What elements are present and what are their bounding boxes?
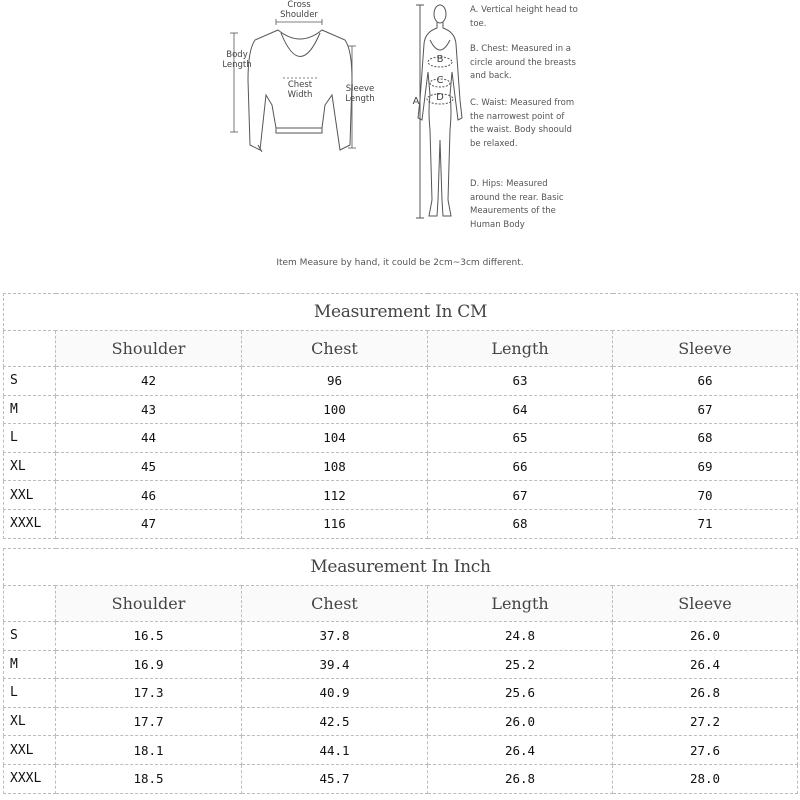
table-cell: 63: [428, 367, 613, 396]
table-cell: 66: [428, 452, 613, 481]
table-cell: 46: [56, 481, 242, 510]
table-cell: 96: [242, 367, 428, 396]
table-cell: 66: [613, 367, 798, 396]
table-cell: 27.2: [613, 707, 798, 736]
table-row: [4, 395, 798, 424]
corner-cell: [4, 331, 56, 367]
corner-cell: [4, 586, 56, 622]
table-row: [4, 424, 798, 453]
table-cell: 39.4: [242, 650, 428, 679]
note-chest: B. Chest: Measured in a circle around the breasts and back.: [470, 44, 576, 81]
sleeve-length-label: Sleeve Length: [345, 84, 375, 104]
size-label: XXL: [4, 736, 56, 765]
table-cell: 42.5: [242, 707, 428, 736]
measurement-diagram: [0, 0, 800, 290]
table-cell: 69: [613, 452, 798, 481]
table-cell: 18.1: [56, 736, 242, 765]
table-row: [4, 509, 798, 538]
table-row: [4, 367, 798, 396]
column-header: Chest: [242, 586, 428, 622]
table-cell: 26.4: [428, 736, 613, 765]
table-cell: 116: [242, 509, 428, 538]
table-row: [4, 452, 798, 481]
body-figure-icon: [416, 5, 462, 218]
table-cell: 47: [56, 509, 242, 538]
column-header: Chest: [242, 331, 428, 367]
column-header: Sleeve: [613, 586, 798, 622]
body-length-label: Body Length: [222, 50, 252, 70]
marker-d: D: [436, 92, 444, 103]
table-row: [4, 679, 798, 708]
column-header: Length: [428, 586, 613, 622]
table-cell: 68: [428, 509, 613, 538]
table-cell: 64: [428, 395, 613, 424]
table-cell: 26.8: [428, 764, 613, 793]
table-title: Measurement In CM: [4, 294, 798, 331]
table-row: [4, 707, 798, 736]
size-label: S: [4, 367, 56, 396]
table-cell: 67: [613, 395, 798, 424]
table-cell: 26.8: [613, 679, 798, 708]
table-cell: 67: [428, 481, 613, 510]
table-cell: 25.6: [428, 679, 613, 708]
table-cell: 40.9: [242, 679, 428, 708]
table-row: [4, 650, 798, 679]
marker-c: C: [436, 75, 444, 86]
size-label: XXXL: [4, 509, 56, 538]
table-cell: 45.7: [242, 764, 428, 793]
size-label: M: [4, 650, 56, 679]
table-cell: 26.4: [613, 650, 798, 679]
table-cell: 65: [428, 424, 613, 453]
table-cell: 44.1: [242, 736, 428, 765]
column-header: Length: [428, 331, 613, 367]
table-row: [4, 622, 798, 651]
table-row: [4, 736, 798, 765]
table-cell: 28.0: [613, 764, 798, 793]
size-label: XXXL: [4, 764, 56, 793]
table-cell: 42: [56, 367, 242, 396]
size-label: M: [4, 395, 56, 424]
table-cell: 108: [242, 452, 428, 481]
table-cell: 18.5: [56, 764, 242, 793]
size-table-cm: [3, 293, 798, 539]
column-header: Shoulder: [56, 586, 242, 622]
table-cell: 26.0: [428, 707, 613, 736]
marker-a: A: [412, 96, 420, 107]
note-hips: D. Hips: Measured around the rear. Basic Meaurements of the Human Body: [470, 179, 564, 230]
table-cell: 68: [613, 424, 798, 453]
size-label: XL: [4, 452, 56, 481]
note-waist: C. Waist: Measured from the narrowest point of the waist. Body shoould be relaxed.: [470, 98, 575, 149]
table-cell: 104: [242, 424, 428, 453]
table-cell: 45: [56, 452, 242, 481]
note-height: A. Vertical height head to toe.: [470, 5, 578, 29]
table-cell: 71: [613, 509, 798, 538]
table-cell: 25.2: [428, 650, 613, 679]
cross-shoulder-label: Cross Shoulder: [280, 0, 318, 20]
table-cell: 43: [56, 395, 242, 424]
column-header: Shoulder: [56, 331, 242, 367]
table-cell: 100: [242, 395, 428, 424]
table-title: Measurement In Inch: [4, 549, 798, 586]
table-cell: 27.6: [613, 736, 798, 765]
table-cell: 24.8: [428, 622, 613, 651]
table-cell: 16.5: [56, 622, 242, 651]
table-cell: 112: [242, 481, 428, 510]
table-cell: 37.8: [242, 622, 428, 651]
table-row: [4, 481, 798, 510]
table-cell: 17.7: [56, 707, 242, 736]
size-label: L: [4, 679, 56, 708]
table-cell: 44: [56, 424, 242, 453]
table-row: [4, 764, 798, 793]
table-cell: 17.3: [56, 679, 242, 708]
table-cell: 70: [613, 481, 798, 510]
table-cell: 16.9: [56, 650, 242, 679]
size-label: L: [4, 424, 56, 453]
chest-width-label: Chest Width: [287, 80, 313, 100]
size-table-inch: [3, 548, 798, 794]
measure-caption: Item Measure by hand, it could be 2cm~3cm different.: [276, 258, 524, 268]
garment-and-body-illustration: [0, 0, 800, 260]
size-label: XXL: [4, 481, 56, 510]
table-cell: 26.0: [613, 622, 798, 651]
marker-b: B: [436, 54, 444, 65]
size-label: XL: [4, 707, 56, 736]
size-label: S: [4, 622, 56, 651]
column-header: Sleeve: [613, 331, 798, 367]
